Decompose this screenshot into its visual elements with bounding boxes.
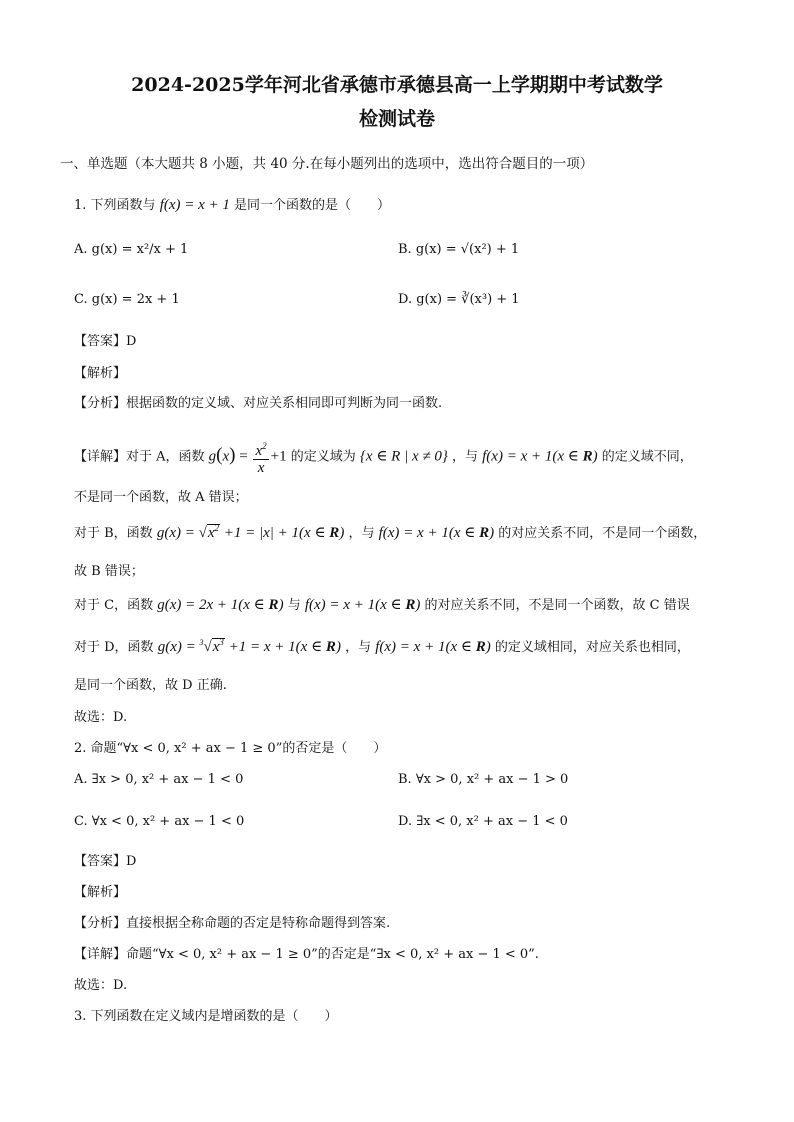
- q1-fenxi: 【分析】根据函数的定义域、对应关系相同即可判断为同一函数.: [74, 396, 443, 411]
- q1-choose: 故选：D.: [74, 710, 128, 725]
- q1-detail-a-text2: 的定义域为: [290, 449, 356, 465]
- q1-detail-c-math: g(x) = 2x + 1(x ∈ R): [157, 597, 284, 613]
- q3-stem: 3. 下列函数在定义域内是增函数的是（ ）: [74, 1009, 338, 1024]
- q2-fenxi: 【分析】直接根据全称命题的否定是特称命题得到答案.: [74, 916, 391, 931]
- q1-detail-a-fx: f(x) = x + 1(x ∈ R): [482, 448, 598, 465]
- q1-detail-c: [74, 594, 690, 614]
- q2-choose: 故选：D.: [74, 978, 128, 993]
- q1-option-d: D. g(x) = ∛(x³) + 1: [398, 292, 520, 307]
- q1-detail-d-text1: 对于 D，函数: [74, 640, 154, 655]
- q2-option-a: A. ∃x > 0, x² + ax − 1 < 0: [74, 772, 244, 787]
- q1-detail-b-text2: ，与: [348, 526, 375, 541]
- q1-detail-d-math: $g(x) = ^3√x^3 +1 = x + 1(x$ ∈ R): [157, 637, 341, 655]
- q1-detail-b-math: $g(x) = √x^2 +1 = |x| + 1(x$ ∈ R): [156, 523, 345, 541]
- q1-detail-c-text3: 的对应关系不同，不是同一个函数，故 C 错误: [424, 598, 690, 613]
- q1-detail-b-cont: 故 B 错误；: [74, 564, 144, 579]
- q1-detail-d-text2: ，与: [345, 640, 372, 655]
- q1-stem-fx: f(x) = x + 1: [159, 197, 230, 213]
- q1-detail-b-text1: 对于 B，函数: [74, 526, 153, 541]
- q1-detail-a-text1: 【详解】对于 A，函数: [74, 449, 205, 465]
- q1-detail-c-text2: 与: [287, 598, 301, 613]
- q2-jiexi: 【解析】: [74, 885, 127, 900]
- q1-detail-a-set: {x ∈ R | x ≠ 0}: [359, 448, 448, 465]
- q1-detail-a-text3: ，与: [451, 449, 478, 465]
- q1-detail-a-g: g: [208, 448, 217, 465]
- doc-title-line2: 检测试卷: [358, 108, 435, 130]
- q1-detail-b: [74, 522, 706, 542]
- q1-detail-d-text3: 的定义域相同，对应关系也相同，: [494, 640, 690, 655]
- q1-stem-suffix: 是同一个函数的是（ ）: [234, 198, 391, 213]
- q2-option-c: C. ∀x < 0, x² + ax − 1 < 0: [74, 814, 245, 829]
- q1-detail-d-fx: f(x) = x + 1(x ∈ R): [375, 639, 491, 655]
- q1-detail-a: 【详解】对于 A，函数 g(x) = $\frac{x^2}{x}$ +1 的定义域为 {x ∈ R | x ≠ 0} ，与 f(x) = x + 1(x ∈ R) 的定义域不同，: [74, 438, 693, 476]
- q1-detail-d: [74, 636, 690, 656]
- q1-detail-c-text1: 对于 C，函数: [74, 598, 154, 613]
- q1-detail-a-cont: 不是同一个函数，故 A 错误；: [74, 490, 248, 505]
- q2-option-b: B. ∀x > 0, x² + ax − 1 > 0: [398, 772, 569, 787]
- q1-detail-a-text4: 的定义域不同，: [601, 449, 693, 465]
- q1-detail-b-text3: 的对应关系不同，不是同一个函数，: [498, 526, 707, 541]
- q1-answer: 【答案】D: [74, 334, 137, 349]
- q2-stem: 2. 命题“∀x < 0, x² + ax − 1 ≥ 0”的否定是（ ）: [74, 741, 387, 756]
- q1-option-b: B. g(x) = √(x²) + 1: [398, 242, 520, 257]
- doc-title-line1: 2024-2025学年河北省承德市承德县高一上学期期中考试数学: [131, 74, 663, 96]
- q2-option-d: D. ∃x < 0, x² + ax − 1 < 0: [398, 814, 568, 829]
- q1-detail-a-frac: $\frac{x^2}{x}$: [253, 438, 268, 476]
- q1-detail-d-cont: 是同一个函数，故 D 正确.: [74, 678, 227, 693]
- q1-option-c: C. g(x) = 2x + 1: [74, 292, 180, 307]
- q1-option-a: A. g(x) = x²/x + 1: [74, 242, 189, 257]
- q1-stem-prefix: 1. 下列函数与: [74, 198, 156, 213]
- q1-jiexi: 【解析】: [74, 366, 127, 381]
- q2-detail: 【详解】命题“∀x < 0, x² + ax − 1 ≥ 0”的否定是“∃x < 0, x² + ax − 1 < 0”.: [74, 947, 539, 962]
- q1-stem: [74, 194, 390, 214]
- q2-answer: 【答案】D: [74, 854, 137, 869]
- q1-detail-c-fx: f(x) = x + 1(x ∈ R): [304, 597, 421, 613]
- section-heading: 一、单选题（本大题共 8 小题，共 40 分.在每小题列出的选项中，选出符合题目的一项）: [60, 156, 594, 172]
- q1-detail-b-fx: f(x) = x + 1(x ∈ R): [378, 525, 495, 541]
